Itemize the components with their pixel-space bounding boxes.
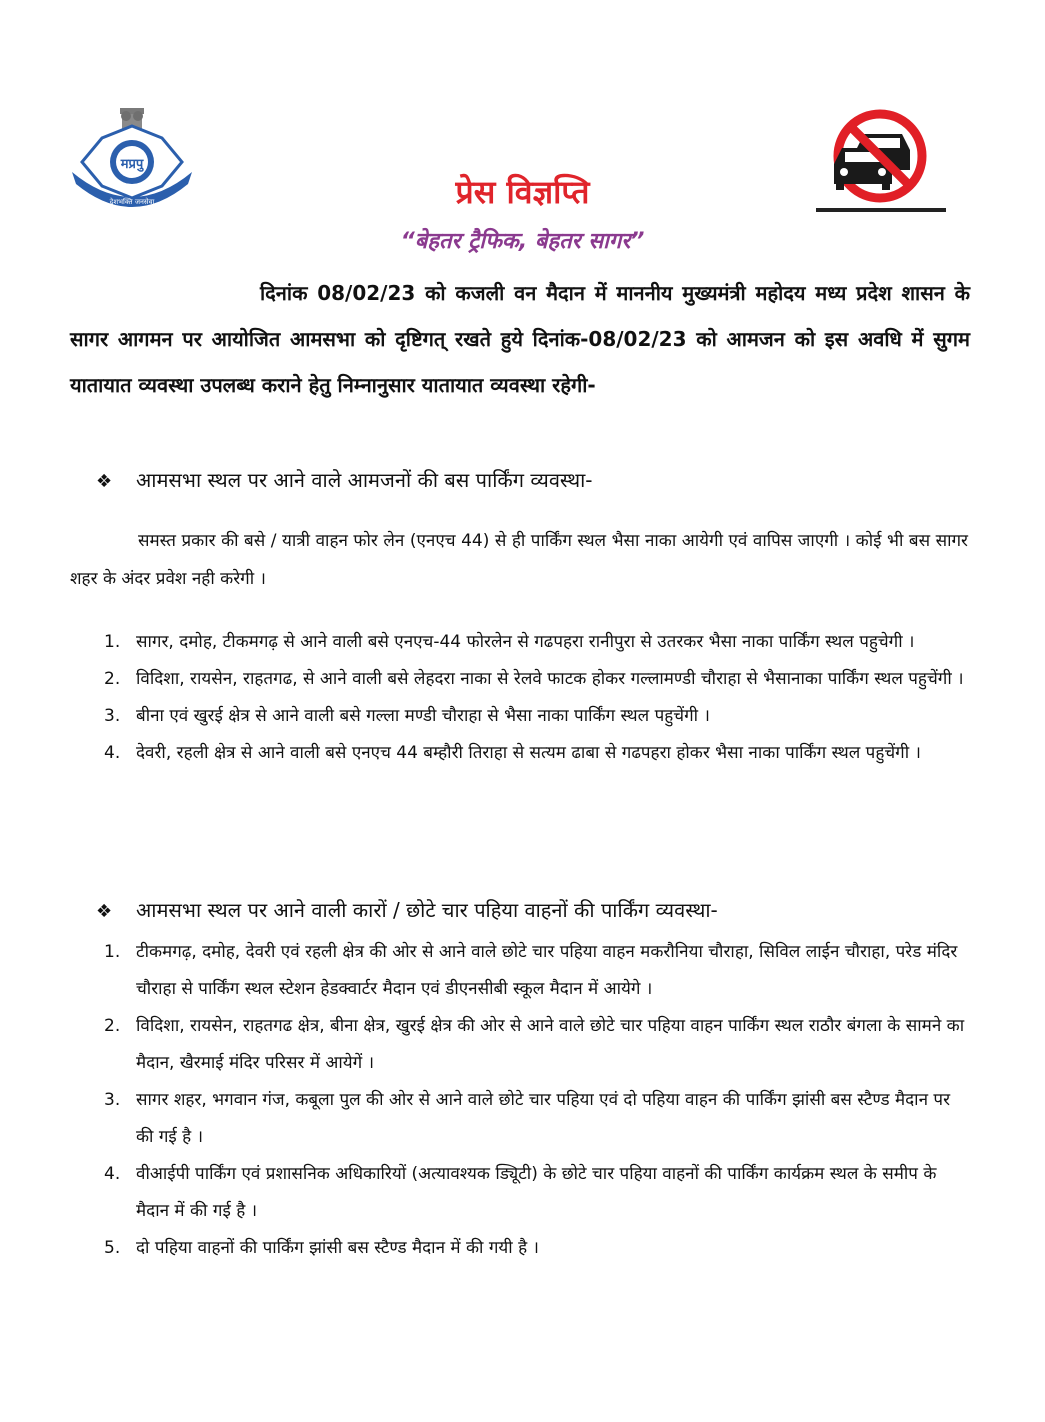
page-subtitle: “बेहतर ट्रैफिक, बेहतर सागर” [400,229,645,254]
diamond-bullet-icon: ❖ [96,471,113,492]
list-item [96,735,966,772]
section1-heading-text: आमसभा स्थल पर आने वाले आमजनों की बस पार्किंग व्यवस्था- [136,468,593,492]
list-item-number: 2. [104,1016,121,1036]
list-item [96,698,966,735]
list-item-text: दो पहिया वाहनों की पार्किंग झांसी बस स्टैण्ड मैदान में की गयी है । [136,1238,539,1258]
intro-paragraph: दिनांक 08/02/23 को कजली वन मैदान में माननीय मुख्यमंत्री महोदय मध्य प्रदेश शासन के सागर आगमन पर आयोजित आमसभा को दृष्टिगत् रखते हुये दिनांक-08/02/23 को आमजन को इस अवधि में सुगम यातायात व्यवस्था उपलब्ध कराने हेतु निम्नानुसार यातायात व्यवस्था रहेगी- [70,281,970,397]
car-parking-list [96,934,966,1267]
section2-heading [96,892,976,930]
list-item [96,934,966,1008]
page-title: प्रेस विज्ञप्ति [455,173,590,211]
list-item [96,1156,966,1230]
list-item [96,1008,966,1082]
emblem-motto: देशभक्ति जनसेवा [109,198,155,206]
list-item-text: टीकमगढ़, दमोह, देवरी एवं रहली क्षेत्र की ओर से आने वाले छोटे चार पहिया वाहन मकरौनिया चौराहा, सिविल लाईन चौराहा, परेड मंदिर चौराहा से पार्किंग स्थल स्टेशन हेडक्वार्टर मैदान एवं डीएनसीबी स्कूल मैदान में आयेगे । [136,942,958,999]
list-item-text: बीना एवं खुरई क्षेत्र से आने वाली बसे गल्ला मण्डी चौराहा से भैसा नाका पार्किंग स्थल पहुचेंगी । [136,706,710,726]
list-item-text: सागर, दमोह, टीकमगढ़ से आने वाली बसे एनएच-44 फोरलेन से गढपहरा रानीपुरा से उतरकर भैसा नाका पार्किंग स्थल पहुचेगी । [136,632,915,652]
section1-heading [96,462,976,500]
list-item-number: 3. [104,1090,121,1110]
section1-note: समस्त प्रकार की बसे / यात्री वाहन फोर लेन (एनएच 44) से ही पार्किंग स्थल भैसा नाका आयेगी एवं वापिस जाएगी । कोई भी बस सागर शहर के अंदर प्रवेश नही करेगी । [70,531,969,589]
emblem-text: मप्रपु [120,157,144,172]
list-item-text: विदिशा, रायसेन, राहतगढ क्षेत्र, बीना क्षेत्र, खुरई क्षेत्र की ओर से आने वाले छोटे चार पहिया वाहन पार्किंग स्थल राठौर बंगला के सामने का मैदान, खैरमाई मंदिर परिसर में आयेगें । [136,1016,965,1073]
list-item [96,661,966,698]
list-item-number: 1. [104,942,121,962]
list-item-number: 3. [104,706,121,726]
list-item [96,1082,966,1156]
list-item-text: देवरी, रहली क्षेत्र से आने वाली बसे एनएच 44 बम्हौरी तिराहा से सत्यम ढाबा से गढपहरा होकर भैसा नाका पार्किंग स्थल पहुचेंगी । [136,743,921,763]
diamond-bullet-icon: ❖ [96,901,113,922]
list-item [96,1230,966,1267]
list-item-number: 1. [104,632,121,652]
list-item-number: 4. [104,1164,121,1184]
bus-parking-list [96,624,966,772]
list-item-number: 2. [104,669,121,689]
list-item [96,624,966,661]
list-item-text: सागर शहर, भगवान गंज, कबूला पुल की ओर से आने वाले छोटे चार पहिया एवं दो पहिया वाहन की पार्किंग झांसी बस स्टैण्ड मैदान पर की गई है । [136,1090,951,1147]
section2-heading-text: आमसभा स्थल पर आने वाली कारों / छोटे चार पहिया वाहनों की पार्किंग व्यवस्था- [136,898,718,922]
list-item-number: 4. [104,743,121,763]
list-item-number: 5. [104,1238,121,1258]
list-item-text: विदिशा, रायसेन, राहतगढ, से आने वाली बसे लेहदरा नाका से रेलवे फाटक होकर गल्लामण्डी चौराहा से भैसानाका पार्किंग स्थल पहुचेंगी । [136,669,964,689]
list-item-text: वीआईपी पार्किंग एवं प्रशासनिक अधिकारियों (अत्यावश्यक ड्यिूटी) के छोटे चार पहिया वाहनों की पार्किंग कार्यक्रम स्थल के समीप के मैदान में की गई है । [136,1164,937,1221]
